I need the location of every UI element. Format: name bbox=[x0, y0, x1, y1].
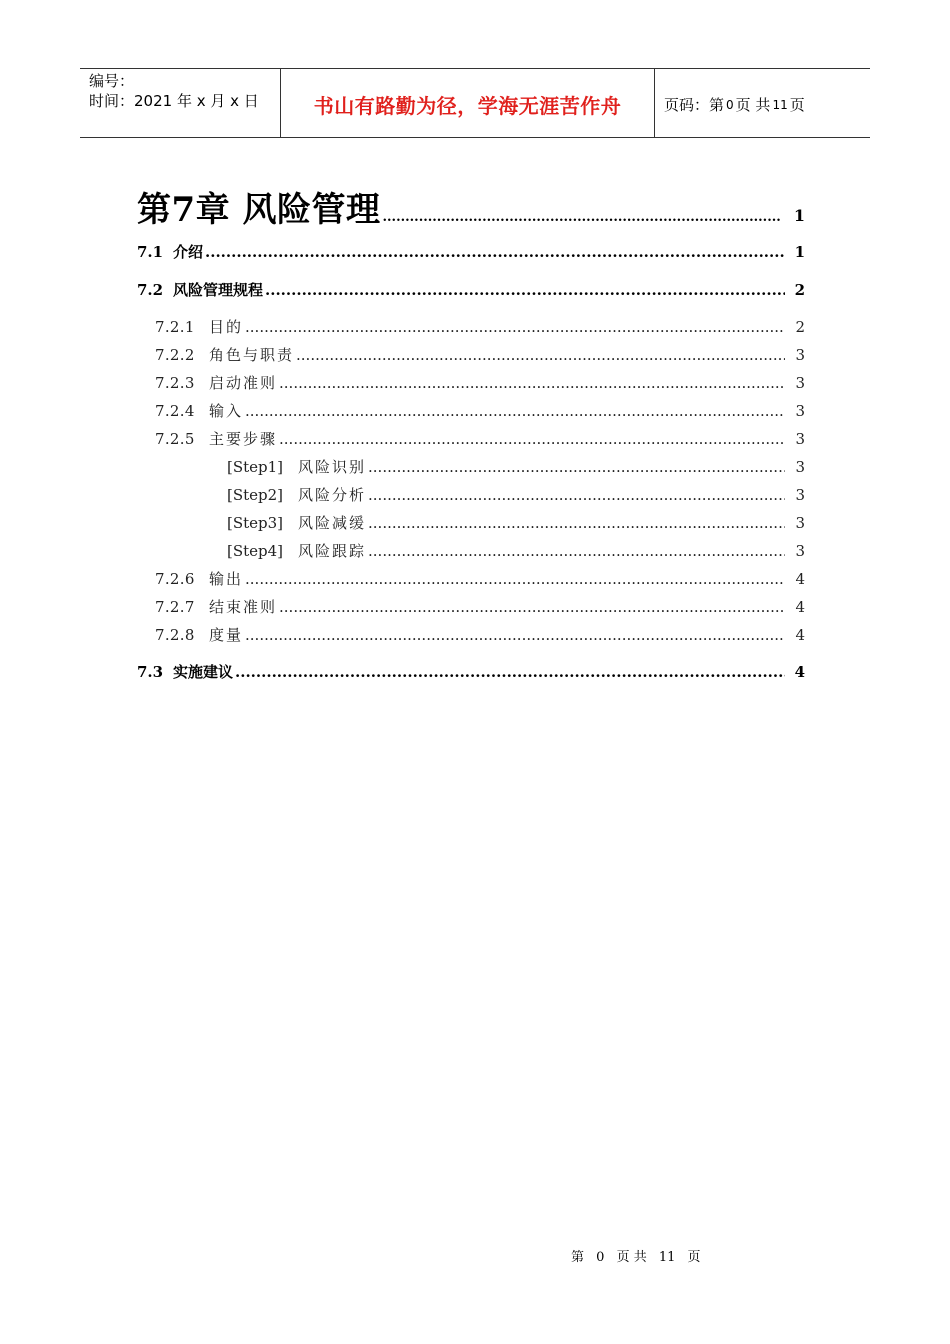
chapter-page: 1 bbox=[793, 206, 805, 225]
toc-entry[interactable] bbox=[155, 400, 805, 421]
page-total: 11 bbox=[772, 97, 788, 112]
toc-entry[interactable] bbox=[155, 428, 805, 449]
toc-entry-number: 7.2.1 bbox=[155, 318, 195, 336]
toc-entry-title: 风险跟踪 bbox=[298, 542, 367, 560]
motto-text: 书山有路勤为径，学海无涯苦作舟 bbox=[313, 94, 622, 118]
toc-entry-number: 7.2.6 bbox=[155, 570, 195, 588]
dot-leader bbox=[245, 626, 785, 644]
toc-entry[interactable] bbox=[155, 624, 805, 645]
dot-leader bbox=[265, 281, 785, 299]
time-label: 时间：2021 年 x 月 x 日 bbox=[89, 92, 259, 110]
toc-entry[interactable] bbox=[155, 568, 805, 589]
toc-entry-page: 3 bbox=[795, 374, 805, 392]
toc-entry[interactable] bbox=[227, 540, 805, 561]
serial-label: 编号： bbox=[89, 72, 135, 90]
toc-entry[interactable] bbox=[137, 279, 805, 300]
toc-entry[interactable] bbox=[155, 372, 805, 393]
toc-entry-number: 7.3 bbox=[137, 663, 164, 681]
footer-total: 11 bbox=[658, 1250, 676, 1265]
toc-entry-title: 目的 bbox=[209, 318, 244, 336]
chapter-title: 第7章 风险管理 bbox=[137, 190, 381, 230]
toc-entry-page: 4 bbox=[795, 570, 805, 588]
toc-entry-page: 3 bbox=[795, 430, 805, 448]
dot-leader bbox=[368, 458, 785, 476]
header-meta-cell bbox=[80, 69, 281, 137]
toc-entry[interactable] bbox=[137, 241, 805, 262]
toc-entry-page: 2 bbox=[794, 281, 805, 299]
page-current: 0 bbox=[726, 97, 734, 112]
toc-entry-title: 风险识别 bbox=[298, 458, 367, 476]
toc-chapter-entry[interactable] bbox=[137, 182, 805, 231]
dot-leader bbox=[245, 402, 785, 420]
toc-entry-title: 风险减缓 bbox=[298, 514, 367, 532]
toc-entry-number: 7.2.3 bbox=[155, 374, 195, 392]
toc-entry-title: 实施建议 bbox=[173, 663, 234, 681]
dot-leader bbox=[368, 486, 785, 504]
toc-entry-title: 输入 bbox=[209, 402, 244, 420]
footer-suffix: 页 bbox=[687, 1250, 701, 1265]
toc-entry[interactable] bbox=[137, 661, 805, 682]
dot-leader bbox=[245, 570, 785, 588]
toc-entry-number: 7.2.2 bbox=[155, 346, 195, 364]
dot-leader bbox=[235, 663, 785, 681]
toc-entry[interactable] bbox=[227, 512, 805, 533]
toc-entry-number: [Step2] bbox=[227, 486, 284, 504]
page-middle: 页 共 bbox=[735, 96, 771, 114]
dot-leader bbox=[368, 514, 785, 532]
toc-entry[interactable] bbox=[155, 596, 805, 617]
toc-entry-title: 结束准则 bbox=[209, 598, 278, 616]
dot-leader bbox=[279, 430, 785, 448]
dot-leader bbox=[279, 374, 785, 392]
toc-entry-title: 启动准则 bbox=[209, 374, 278, 392]
dot-leader bbox=[245, 318, 785, 336]
toc-entry-number: [Step4] bbox=[227, 542, 284, 560]
toc-entry[interactable] bbox=[227, 456, 805, 477]
page-footer bbox=[265, 1246, 950, 1265]
toc-entry-title: 风险分析 bbox=[298, 486, 367, 504]
dot-leader bbox=[368, 542, 785, 560]
toc-entry-page: 1 bbox=[794, 243, 805, 261]
toc-entry-page: 3 bbox=[795, 346, 805, 364]
toc-entry[interactable] bbox=[227, 484, 805, 505]
toc-entry-number: 7.2.5 bbox=[155, 430, 195, 448]
toc-entry-page: 3 bbox=[795, 402, 805, 420]
toc-entry-page: 3 bbox=[795, 486, 805, 504]
toc-entry-number: 7.1 bbox=[137, 243, 164, 261]
toc-entry-title: 输出 bbox=[209, 570, 244, 588]
toc-entry-number: 7.2.7 bbox=[155, 598, 195, 616]
dot-leader bbox=[296, 346, 785, 364]
toc-entry[interactable] bbox=[155, 316, 805, 337]
dot-leader bbox=[383, 210, 782, 225]
toc-entry-page: 3 bbox=[795, 542, 805, 560]
toc-entry-page: 2 bbox=[795, 318, 805, 336]
toc-entry-page: 4 bbox=[795, 598, 805, 616]
header-page-cell bbox=[655, 69, 870, 137]
toc-entry-title: 介绍 bbox=[173, 243, 204, 261]
dot-leader bbox=[205, 243, 785, 261]
toc-entry-title: 风险管理规程 bbox=[173, 281, 264, 299]
footer-prefix: 第 bbox=[571, 1250, 585, 1265]
toc-entry-number: 7.2 bbox=[137, 281, 164, 299]
header-motto-cell bbox=[281, 69, 655, 137]
toc-entry-number: [Step1] bbox=[227, 458, 284, 476]
toc-entry-title: 度量 bbox=[209, 626, 244, 644]
footer-middle: 页 共 bbox=[616, 1250, 647, 1265]
toc-entry-page: 3 bbox=[795, 514, 805, 532]
toc-entry-number: [Step3] bbox=[227, 514, 284, 532]
toc-entry[interactable] bbox=[155, 344, 805, 365]
toc-entry-title: 角色与职责 bbox=[209, 346, 295, 364]
toc-entry-number: 7.2.8 bbox=[155, 626, 195, 644]
toc-entry-number: 7.2.4 bbox=[155, 402, 195, 420]
toc-entry-page: 3 bbox=[795, 458, 805, 476]
toc-entry-page: 4 bbox=[795, 626, 805, 644]
dot-leader bbox=[279, 598, 785, 616]
document-header bbox=[80, 68, 870, 138]
page-prefix: 页码：第 bbox=[664, 96, 725, 114]
toc-entry-title: 主要步骤 bbox=[209, 430, 278, 448]
toc-entry-page: 4 bbox=[794, 663, 805, 681]
page-suffix: 页 bbox=[789, 96, 805, 114]
footer-current: 0 bbox=[596, 1250, 605, 1265]
